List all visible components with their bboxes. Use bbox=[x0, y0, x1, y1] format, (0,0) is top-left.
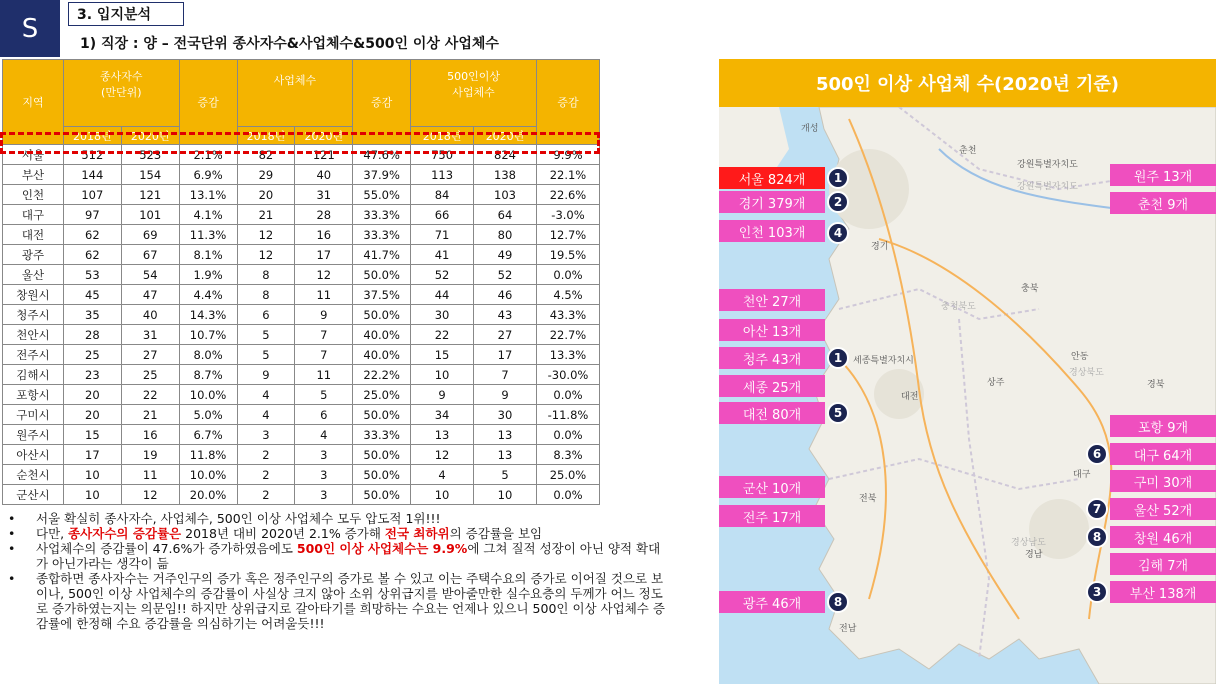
value-cell: 46 bbox=[474, 285, 537, 305]
statistics-table bbox=[2, 59, 600, 505]
tag-seoul: 서울 824개 bbox=[719, 167, 825, 189]
table-row bbox=[3, 205, 600, 225]
table-row bbox=[3, 465, 600, 485]
value-cell: 22.6% bbox=[536, 185, 599, 205]
region-cell: 대구 bbox=[3, 205, 64, 225]
value-cell: 55.0% bbox=[353, 185, 411, 205]
value-cell: 5 bbox=[237, 325, 295, 345]
value-cell: 8.3% bbox=[536, 445, 599, 465]
value-cell: 50.0% bbox=[353, 445, 411, 465]
rank-badge-daejeon: 5 bbox=[827, 402, 849, 424]
region-cell: 대전 bbox=[3, 225, 64, 245]
value-cell: 3 bbox=[295, 445, 353, 465]
value-cell: 11.3% bbox=[179, 225, 237, 245]
place-label: 경남 bbox=[1025, 550, 1043, 560]
value-cell: 154 bbox=[121, 165, 179, 185]
place-label: 충북 bbox=[1021, 284, 1039, 294]
value-cell: 7 bbox=[295, 325, 353, 345]
col-large-change: 증감 bbox=[536, 60, 599, 145]
rank-badge-busan: 3 bbox=[1086, 581, 1108, 603]
value-cell: 84 bbox=[411, 185, 474, 205]
value-cell: 9 bbox=[295, 305, 353, 325]
col-businesses: 사업체수 bbox=[237, 60, 353, 127]
value-cell: 4 bbox=[411, 465, 474, 485]
table-row bbox=[3, 285, 600, 305]
value-cell: 20 bbox=[63, 405, 121, 425]
value-cell: 2 bbox=[237, 485, 295, 505]
value-cell: 4 bbox=[237, 405, 295, 425]
bullet-item: • 서울 확실히 종사자수, 사업체수, 500인 이상 사업체수 모두 압도적 1위!!! bbox=[8, 511, 668, 526]
value-cell: 750 bbox=[411, 145, 474, 165]
place-label: 전북 bbox=[859, 494, 877, 504]
brand-logo: S bbox=[0, 0, 60, 57]
value-cell: 7 bbox=[295, 345, 353, 365]
place-label: 세종특별자치시 bbox=[853, 356, 914, 366]
value-cell: 3 bbox=[237, 425, 295, 445]
value-cell: 62 bbox=[63, 245, 121, 265]
value-cell: 15 bbox=[63, 425, 121, 445]
region-cell: 천안시 bbox=[3, 325, 64, 345]
value-cell: 17 bbox=[474, 345, 537, 365]
value-cell: 10.7% bbox=[179, 325, 237, 345]
place-label: 강원특별자치도 bbox=[1017, 182, 1078, 192]
tag-busan: 부산 138개 bbox=[1110, 581, 1216, 603]
rank-badge-incheon: 4 bbox=[827, 222, 849, 244]
place-label: 개성 bbox=[801, 124, 819, 134]
value-cell: 11 bbox=[295, 285, 353, 305]
value-cell: 0.0% bbox=[536, 265, 599, 285]
table-row bbox=[3, 305, 600, 325]
value-cell: 2.1% bbox=[179, 145, 237, 165]
value-cell: 9 bbox=[237, 365, 295, 385]
value-cell: 3 bbox=[295, 485, 353, 505]
korea-map-panel bbox=[719, 59, 1216, 684]
place-label: 경북 bbox=[1147, 380, 1165, 390]
value-cell: 25 bbox=[63, 345, 121, 365]
table-row bbox=[3, 385, 600, 405]
value-cell: 50.0% bbox=[353, 465, 411, 485]
value-cell: 121 bbox=[121, 185, 179, 205]
value-cell: 4 bbox=[295, 425, 353, 445]
value-cell: 8.7% bbox=[179, 365, 237, 385]
place-label: 경기 bbox=[871, 242, 889, 252]
region-cell: 구미시 bbox=[3, 405, 64, 425]
value-cell: 5 bbox=[295, 385, 353, 405]
value-cell: 30 bbox=[474, 405, 537, 425]
value-cell: 40 bbox=[121, 305, 179, 325]
value-cell: 8.1% bbox=[179, 245, 237, 265]
value-cell: 21 bbox=[121, 405, 179, 425]
table-row bbox=[3, 185, 600, 205]
value-cell: 20 bbox=[237, 185, 295, 205]
value-cell: 9.9% bbox=[536, 145, 599, 165]
tag-sejong: 세종 25개 bbox=[719, 375, 825, 397]
table-row bbox=[3, 405, 600, 425]
value-cell: 52 bbox=[474, 265, 537, 285]
value-cell: 40 bbox=[295, 165, 353, 185]
value-cell: 10 bbox=[411, 365, 474, 385]
value-cell: 50.0% bbox=[353, 485, 411, 505]
tag-gimhae: 김해 7개 bbox=[1110, 553, 1216, 575]
value-cell: 13 bbox=[411, 425, 474, 445]
col-workers-change: 증감 bbox=[179, 60, 237, 145]
col-large-businesses: 500인이상 사업체수 bbox=[411, 60, 537, 127]
value-cell: 3 bbox=[295, 465, 353, 485]
value-cell: 0.0% bbox=[536, 385, 599, 405]
value-cell: 5.0% bbox=[179, 405, 237, 425]
value-cell: 16 bbox=[121, 425, 179, 445]
place-label: 춘천 bbox=[959, 146, 977, 156]
value-cell: -3.0% bbox=[536, 205, 599, 225]
table-row bbox=[3, 265, 600, 285]
value-cell: 2 bbox=[237, 465, 295, 485]
value-cell: 13.1% bbox=[179, 185, 237, 205]
value-cell: 47 bbox=[121, 285, 179, 305]
section-title: 3. 입지분석 bbox=[68, 2, 184, 26]
value-cell: 2 bbox=[237, 445, 295, 465]
value-cell: 13.3% bbox=[536, 345, 599, 365]
value-cell: 67 bbox=[121, 245, 179, 265]
tag-gyeonggi: 경기 379개 bbox=[719, 191, 825, 213]
value-cell: 50.0% bbox=[353, 305, 411, 325]
value-cell: 22 bbox=[411, 325, 474, 345]
region-cell: 순천시 bbox=[3, 465, 64, 485]
value-cell: 66 bbox=[411, 205, 474, 225]
value-cell: 9 bbox=[474, 385, 537, 405]
place-label: 경상남도 bbox=[1011, 538, 1046, 548]
year-2018: 2018년 bbox=[63, 127, 121, 145]
bullet-item: • 사업체수의 증감률이 47.6%가 증가하였음에도 500인 이상 사업체수는 9.9%에 그쳐 질적 성장이 아닌 양적 확대가 아닌가라는 생각이 듦 bbox=[8, 541, 668, 571]
value-cell: 43.3% bbox=[536, 305, 599, 325]
region-cell: 창원시 bbox=[3, 285, 64, 305]
table-row bbox=[3, 345, 600, 365]
value-cell: 12 bbox=[237, 225, 295, 245]
value-cell: 25 bbox=[121, 365, 179, 385]
value-cell: 107 bbox=[63, 185, 121, 205]
rank-badge-gyeonggi: 2 bbox=[827, 191, 849, 213]
value-cell: 22.2% bbox=[353, 365, 411, 385]
tag-jeonju: 전주 17개 bbox=[719, 505, 825, 527]
value-cell: 12.7% bbox=[536, 225, 599, 245]
value-cell: 28 bbox=[295, 205, 353, 225]
value-cell: 5 bbox=[237, 345, 295, 365]
col-businesses-change: 증감 bbox=[353, 60, 411, 145]
value-cell: 13 bbox=[474, 445, 537, 465]
value-cell: 12 bbox=[237, 245, 295, 265]
value-cell: 15 bbox=[411, 345, 474, 365]
value-cell: 25.0% bbox=[536, 465, 599, 485]
commentary-list bbox=[8, 511, 668, 631]
bullet-item: • 다만, 종사자수의 증감률은 2018년 대비 2020년 2.1% 증가해 전국 최하위의 증감률을 보임 bbox=[8, 526, 668, 541]
map-title: 500인 이상 사업체 수(2020년 기준) bbox=[719, 59, 1216, 107]
value-cell: 45 bbox=[63, 285, 121, 305]
region-cell: 서울 bbox=[3, 145, 64, 165]
value-cell: 10 bbox=[63, 465, 121, 485]
value-cell: 25.0% bbox=[353, 385, 411, 405]
value-cell: 19 bbox=[121, 445, 179, 465]
year-2018: 2018년 bbox=[411, 127, 474, 145]
value-cell: 10 bbox=[411, 485, 474, 505]
value-cell: 8 bbox=[237, 285, 295, 305]
table-row bbox=[3, 225, 600, 245]
value-cell: 4 bbox=[237, 385, 295, 405]
region-cell: 인천 bbox=[3, 185, 64, 205]
value-cell: 31 bbox=[121, 325, 179, 345]
table-row bbox=[3, 165, 600, 185]
value-cell: 27 bbox=[474, 325, 537, 345]
value-cell: 22 bbox=[121, 385, 179, 405]
value-cell: 17 bbox=[295, 245, 353, 265]
value-cell: 12 bbox=[121, 485, 179, 505]
value-cell: 138 bbox=[474, 165, 537, 185]
value-cell: 824 bbox=[474, 145, 537, 165]
value-cell: 97 bbox=[63, 205, 121, 225]
place-label: 경상북도 bbox=[1069, 368, 1104, 378]
place-label: 대전 bbox=[901, 392, 919, 402]
value-cell: 4.5% bbox=[536, 285, 599, 305]
value-cell: 17 bbox=[63, 445, 121, 465]
value-cell: 22.7% bbox=[536, 325, 599, 345]
value-cell: 523 bbox=[121, 145, 179, 165]
value-cell: 19.5% bbox=[536, 245, 599, 265]
value-cell: 43 bbox=[474, 305, 537, 325]
year-2020: 2020년 bbox=[474, 127, 537, 145]
value-cell: 512 bbox=[63, 145, 121, 165]
place-label: 안동 bbox=[1071, 352, 1089, 362]
year-2020: 2020년 bbox=[295, 127, 353, 145]
tag-wonju: 원주 13개 bbox=[1110, 164, 1216, 186]
region-cell: 군산시 bbox=[3, 485, 64, 505]
region-cell: 전주시 bbox=[3, 345, 64, 365]
value-cell: 21 bbox=[237, 205, 295, 225]
value-cell: 113 bbox=[411, 165, 474, 185]
region-cell: 광주 bbox=[3, 245, 64, 265]
value-cell: 34 bbox=[411, 405, 474, 425]
value-cell: 4.1% bbox=[179, 205, 237, 225]
value-cell: 50.0% bbox=[353, 265, 411, 285]
value-cell: 11 bbox=[121, 465, 179, 485]
value-cell: 22.1% bbox=[536, 165, 599, 185]
tag-chuncheon: 춘천 9개 bbox=[1110, 192, 1216, 214]
value-cell: 12 bbox=[295, 265, 353, 285]
tag-cheonan: 천안 27개 bbox=[719, 289, 825, 311]
value-cell: 23 bbox=[63, 365, 121, 385]
value-cell: 40.0% bbox=[353, 345, 411, 365]
value-cell: 49 bbox=[474, 245, 537, 265]
value-cell: 121 bbox=[295, 145, 353, 165]
value-cell: -11.8% bbox=[536, 405, 599, 425]
place-label: 강원특별자치도 bbox=[1017, 160, 1078, 170]
value-cell: 103 bbox=[474, 185, 537, 205]
value-cell: 33.3% bbox=[353, 225, 411, 245]
tag-cheongju: 청주 43개 bbox=[719, 347, 825, 369]
tag-daegu: 대구 64개 bbox=[1110, 443, 1216, 465]
table-row bbox=[3, 445, 600, 465]
col-workers: 종사자수 (만단위) bbox=[63, 60, 179, 127]
rank-badge-ulsan: 7 bbox=[1086, 498, 1108, 520]
table-row bbox=[3, 365, 600, 385]
region-cell: 원주시 bbox=[3, 425, 64, 445]
value-cell: 40.0% bbox=[353, 325, 411, 345]
value-cell: 41 bbox=[411, 245, 474, 265]
value-cell: 13 bbox=[474, 425, 537, 445]
value-cell: 37.5% bbox=[353, 285, 411, 305]
tag-gunsan: 군산 10개 bbox=[719, 476, 825, 498]
value-cell: 0.0% bbox=[536, 425, 599, 445]
region-cell: 김해시 bbox=[3, 365, 64, 385]
place-label: 상주 bbox=[987, 378, 1005, 388]
value-cell: 10.0% bbox=[179, 385, 237, 405]
value-cell: 35 bbox=[63, 305, 121, 325]
rank-badge-seoul: 1 bbox=[827, 167, 849, 189]
tag-asan: 아산 13개 bbox=[719, 319, 825, 341]
tag-ulsan: 울산 52개 bbox=[1110, 498, 1216, 520]
tag-daejeon: 대전 80개 bbox=[719, 402, 825, 424]
value-cell: 69 bbox=[121, 225, 179, 245]
value-cell: 14.3% bbox=[179, 305, 237, 325]
value-cell: 80 bbox=[474, 225, 537, 245]
rank-badge-changwon: 8 bbox=[1086, 526, 1108, 548]
region-cell: 울산 bbox=[3, 265, 64, 285]
table-row bbox=[3, 325, 600, 345]
value-cell: 47.6% bbox=[353, 145, 411, 165]
value-cell: 8 bbox=[237, 265, 295, 285]
bullet-item: • 종합하면 종사자수는 거주인구의 증가 혹은 정주인구의 증가로 볼 수 있고 이는 주택수요의 증가로 이어질 것으로 보이나, 500인 이상 사업체수의 증감률이 사실상 크지 않아 소위 상위급지를 받아줄만한 실수요층의 두께가 어느 정도로 증가하였는지는 의문임!! 하지만 상위급지로 갈아타기를 희망하는 수요는 언제나 있으니 500인 이상 사업체수 증감률에 한정해 수요 증감률을 의심하기는 어려울듯!!! bbox=[8, 571, 668, 631]
table-row bbox=[3, 245, 600, 265]
place-label: 대구 bbox=[1073, 470, 1091, 480]
value-cell: 10.0% bbox=[179, 465, 237, 485]
value-cell: 6.7% bbox=[179, 425, 237, 445]
value-cell: 10 bbox=[63, 485, 121, 505]
value-cell: 6 bbox=[237, 305, 295, 325]
region-cell: 부산 bbox=[3, 165, 64, 185]
page-subtitle: 1) 직장 : 양 – 전국단위 종사자수&사업체수&500인 이상 사업체수 bbox=[80, 36, 499, 52]
value-cell: 52 bbox=[411, 265, 474, 285]
value-cell: 6 bbox=[295, 405, 353, 425]
value-cell: 11.8% bbox=[179, 445, 237, 465]
value-cell: 82 bbox=[237, 145, 295, 165]
value-cell: 11 bbox=[295, 365, 353, 385]
table-row bbox=[3, 425, 600, 445]
tag-incheon: 인천 103개 bbox=[719, 220, 825, 242]
value-cell: 12 bbox=[411, 445, 474, 465]
value-cell: 33.3% bbox=[353, 425, 411, 445]
value-cell: 37.9% bbox=[353, 165, 411, 185]
value-cell: 71 bbox=[411, 225, 474, 245]
value-cell: 0.0% bbox=[536, 485, 599, 505]
rank-badge-sejong: 1 bbox=[827, 347, 849, 369]
value-cell: 144 bbox=[63, 165, 121, 185]
year-2020: 2020년 bbox=[121, 127, 179, 145]
region-cell: 청주시 bbox=[3, 305, 64, 325]
tag-changwon: 창원 46개 bbox=[1110, 526, 1216, 548]
value-cell: 30 bbox=[411, 305, 474, 325]
region-cell: 아산시 bbox=[3, 445, 64, 465]
value-cell: 10 bbox=[474, 485, 537, 505]
value-cell: 8.0% bbox=[179, 345, 237, 365]
value-cell: 44 bbox=[411, 285, 474, 305]
region-cell: 포항시 bbox=[3, 385, 64, 405]
value-cell: 9 bbox=[411, 385, 474, 405]
value-cell: 54 bbox=[121, 265, 179, 285]
tag-gumi: 구미 30개 bbox=[1110, 470, 1216, 492]
tag-pohang: 포항 9개 bbox=[1110, 415, 1216, 437]
value-cell: -30.0% bbox=[536, 365, 599, 385]
value-cell: 20 bbox=[63, 385, 121, 405]
col-region: 지역 bbox=[3, 60, 64, 145]
value-cell: 16 bbox=[295, 225, 353, 245]
value-cell: 5 bbox=[474, 465, 537, 485]
value-cell: 101 bbox=[121, 205, 179, 225]
table-row bbox=[3, 145, 600, 165]
value-cell: 64 bbox=[474, 205, 537, 225]
value-cell: 7 bbox=[474, 365, 537, 385]
value-cell: 31 bbox=[295, 185, 353, 205]
place-label: 충청북도 bbox=[941, 302, 976, 312]
year-2018: 2018년 bbox=[237, 127, 295, 145]
rank-badge-daegu: 6 bbox=[1086, 443, 1108, 465]
value-cell: 4.4% bbox=[179, 285, 237, 305]
value-cell: 20.0% bbox=[179, 485, 237, 505]
value-cell: 62 bbox=[63, 225, 121, 245]
value-cell: 50.0% bbox=[353, 405, 411, 425]
place-label: 전남 bbox=[839, 624, 857, 634]
tag-gwangju: 광주 46개 bbox=[719, 591, 825, 613]
value-cell: 29 bbox=[237, 165, 295, 185]
value-cell: 33.3% bbox=[353, 205, 411, 225]
table-row bbox=[3, 485, 600, 505]
value-cell: 1.9% bbox=[179, 265, 237, 285]
value-cell: 27 bbox=[121, 345, 179, 365]
value-cell: 41.7% bbox=[353, 245, 411, 265]
value-cell: 28 bbox=[63, 325, 121, 345]
value-cell: 53 bbox=[63, 265, 121, 285]
value-cell: 6.9% bbox=[179, 165, 237, 185]
rank-badge-gwangju: 8 bbox=[827, 591, 849, 613]
